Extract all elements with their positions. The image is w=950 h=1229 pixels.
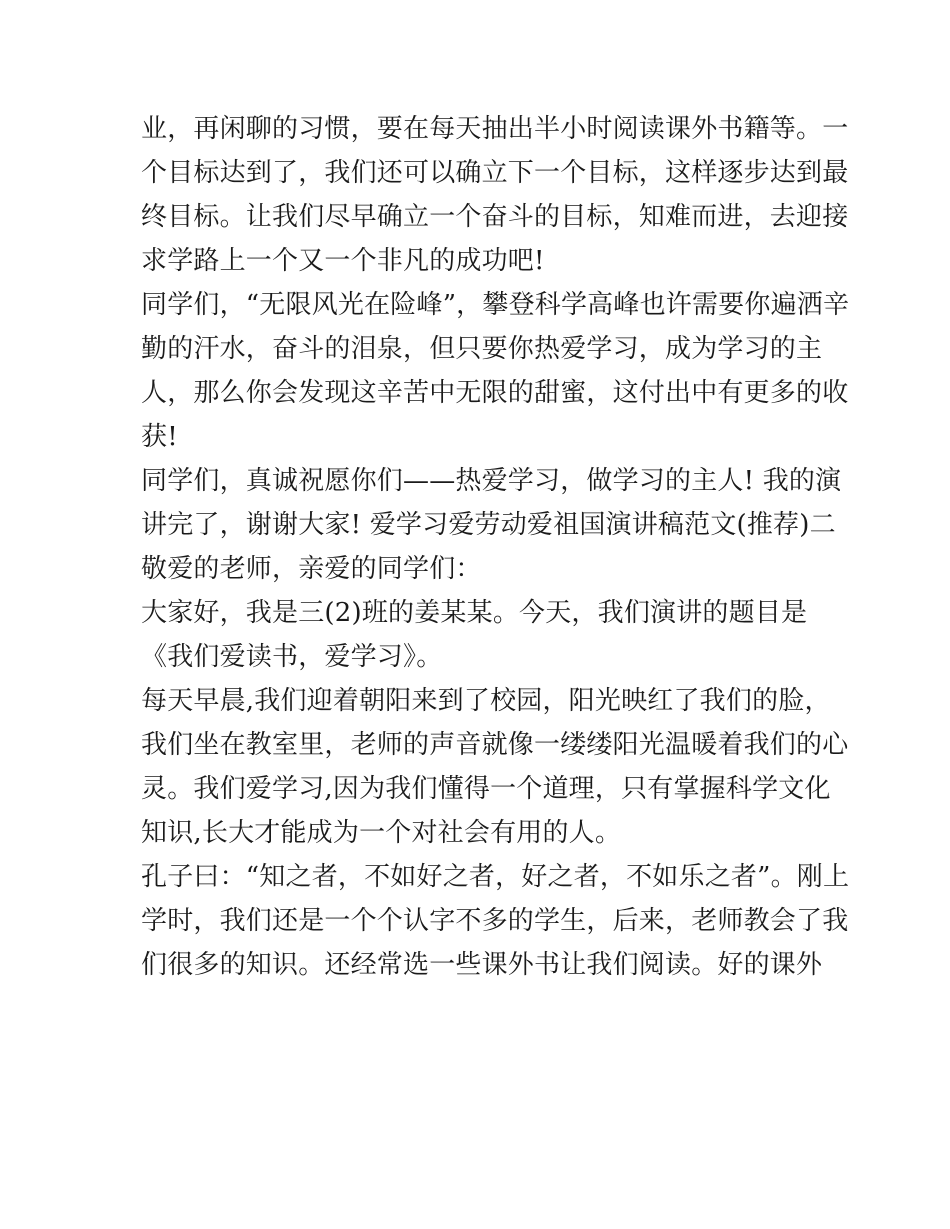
document-body xyxy=(141,107,850,987)
text-line: 同学们，真诚祝愿你们——热爱学习，做学习的主人! 我的演 xyxy=(141,466,842,496)
text-line: 每天早晨,我们迎着朝阳来到了校园，阳光映红了我们的脸， xyxy=(141,686,831,716)
text-line: 大家好，我是三(2)班的姜某某。今天，我们演讲的题目是 xyxy=(141,598,808,628)
text-line: 学时，我们还是一个个认字不多的学生，后来，老师教会了我 xyxy=(141,906,849,936)
text-line: 业，再闲聊的习惯，要在每天抽出半小时阅读课外书籍等。一 xyxy=(141,114,849,144)
text-line: 同学们，“无限风光在险峰”，攀登科学高峰也许需要你遍洒辛 xyxy=(141,290,850,320)
text-line: 《我们爱读书，爱学习》。 xyxy=(141,642,443,672)
text-line: 讲完了，谢谢大家! 爱学习爱劳动爱祖国演讲稿范文(推荐)二 xyxy=(141,510,836,540)
text-line: 孔子曰：“知之者，不如好之者，好之者，不如乐之者”。刚上 xyxy=(141,862,850,892)
text-line: 求学路上一个又一个非凡的成功吧! xyxy=(141,246,545,276)
text-line: 获! xyxy=(141,422,178,452)
text-line: 敬爱的老师，亲爱的同学们： xyxy=(141,554,482,584)
text-line: 个目标达到了，我们还可以确立下一个目标，这样逐步达到最 xyxy=(141,158,849,188)
text-line: 勤的汗水，奋斗的泪泉，但只要你热爱学习，成为学习的主 xyxy=(141,334,823,364)
text-line: 灵。我们爱学习,因为我们懂得一个道理，只有掌握科学文化 xyxy=(141,774,831,804)
text-line: 们很多的知识。还经常选一些课外书让我们阅读。好的课外 xyxy=(141,950,823,980)
text-line: 终目标。让我们尽早确立一个奋斗的目标，知难而进，去迎接 xyxy=(141,202,849,232)
text-line: 知识,长大才能成为一个对社会有用的人。 xyxy=(141,818,622,848)
text-line: 我们坐在教室里，老师的声音就像一缕缕阳光温暖着我们的心 xyxy=(141,730,849,760)
text-line: 人，那么你会发现这辛苦中无限的甜蜜，这付出中有更多的收 xyxy=(141,378,849,408)
